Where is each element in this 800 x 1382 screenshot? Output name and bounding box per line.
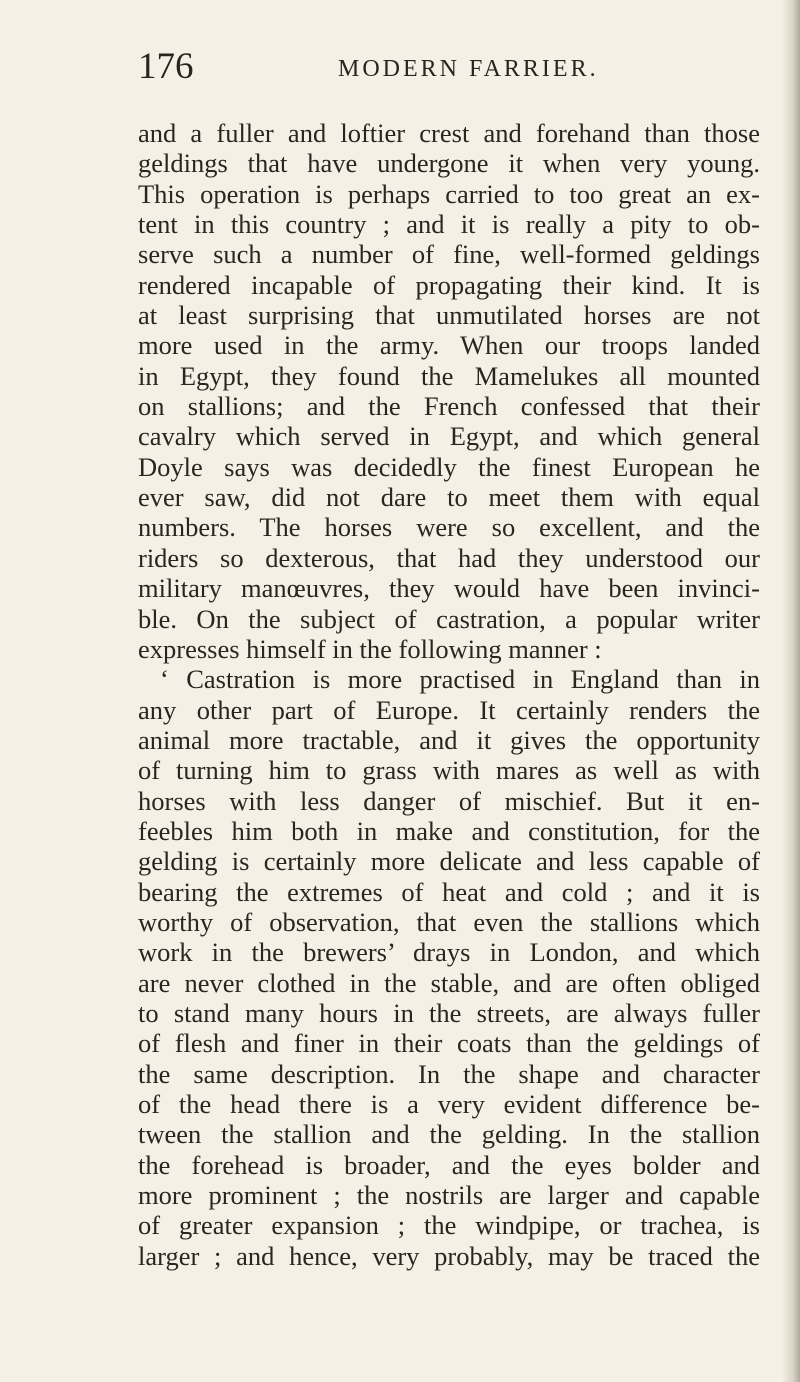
text-line: cavalry which served in Egypt, and which general — [138, 421, 760, 452]
text-line: of greater expansion ; the windpipe, or trachea, is — [138, 1210, 760, 1241]
text-line: the forehead is broader, and the eyes bolder and — [138, 1149, 760, 1180]
text-line: of turning him to grass with mares as well as with — [138, 755, 760, 786]
text-line: are never clothed in the stable, and are often obliged — [138, 967, 760, 998]
text-line: the same description. In the shape and character — [138, 1058, 760, 1089]
text-line: of the head there is a very evident difference be- — [138, 1089, 760, 1119]
running-head — [0, 40, 800, 90]
text-line: serve such a number of fine, well-formed geldings — [138, 239, 760, 270]
text-line: ‘ Castration is more practised in England than in — [160, 664, 760, 695]
text-line: more used in the army. When our troops landed — [138, 330, 760, 361]
text-line: ble. On the subject of castration, a popular writer — [138, 603, 760, 634]
text-line: military manœuvres, they would have been invinci- — [138, 573, 760, 604]
text-line: and a fuller and loftier crest and forehand than those — [138, 118, 760, 148]
text-line: any other part of Europe. It certainly renders the — [138, 694, 760, 725]
text-line: riders so dexterous, that had they understood our — [138, 542, 760, 573]
text-line: ever saw, did not dare to meet them with equal — [138, 482, 760, 513]
text-line: horses with less danger of mischief. But it en- — [138, 785, 760, 816]
text-line: expresses himself in the following manner : — [138, 633, 602, 664]
text-line: numbers. The horses were so excellent, and the — [138, 512, 760, 543]
text-line: of flesh and finer in their coats than the geldings of — [138, 1028, 760, 1059]
text-line: tent in this country ; and it is really a pity to ob- — [138, 209, 760, 240]
text-line: work in the brewers’ drays in London, and which — [138, 937, 760, 968]
text-line: more prominent ; the nostrils are larger and capable — [138, 1180, 760, 1211]
running-title: MODERN FARRIER. — [338, 56, 599, 82]
text-line: at least surprising that unmutilated horses are not — [138, 300, 760, 331]
text-line: on stallions; and the French confessed that their — [138, 391, 760, 422]
text-line: to stand many hours in the streets, are always fuller — [138, 997, 760, 1028]
text-line: gelding is certainly more delicate and less capable of — [138, 846, 760, 877]
text-line: geldings that have undergone it when very young. — [138, 148, 760, 179]
text-line: larger ; and hence, very probably, may be traced the — [138, 1240, 760, 1271]
body-text — [138, 118, 760, 1271]
text-line: worthy of observation, that even the stallions which — [138, 906, 760, 937]
text-line: in Egypt, they found the Mamelukes all mounted — [138, 360, 760, 391]
text-line: rendered incapable of propagating their kind. It is — [138, 269, 760, 300]
text-line: Doyle says was decidedly the finest European he — [138, 451, 760, 482]
text-line: This operation is perhaps carried to too great an ex- — [138, 178, 760, 209]
page-number: 176 — [138, 46, 194, 87]
text-line: animal more tractable, and it gives the opportunity — [138, 724, 760, 755]
page-edge-shadow — [782, 0, 800, 1382]
text-line: feebles him both in make and constitution, for the — [138, 815, 760, 846]
text-line: bearing the extremes of heat and cold ; and it is — [138, 876, 760, 907]
text-line: tween the stallion and the gelding. In the stallion — [138, 1119, 760, 1150]
